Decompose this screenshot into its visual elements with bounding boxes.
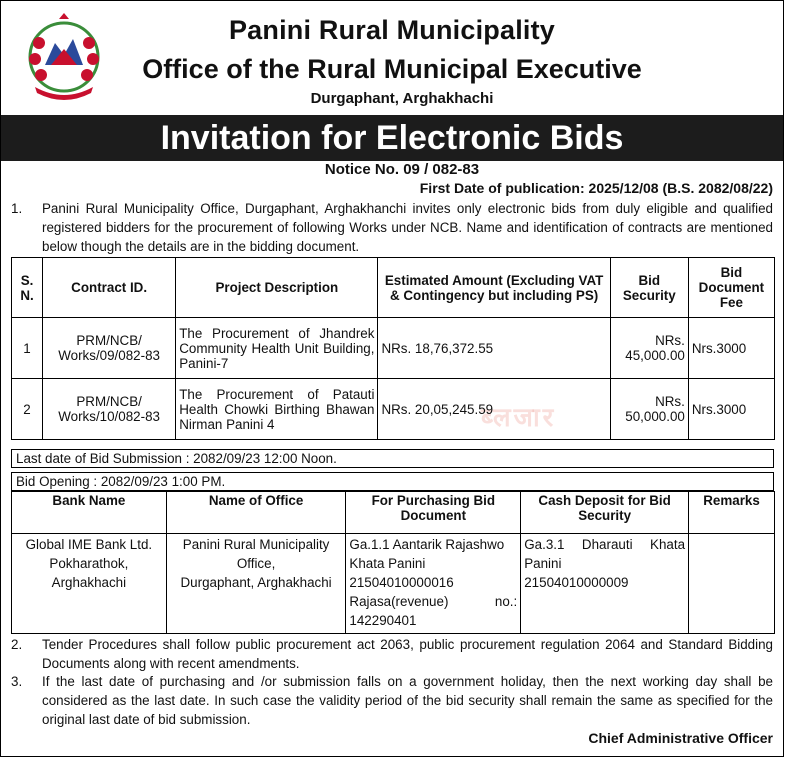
notice-number: Notice No. 09 / 082-83 [324,161,480,178]
cell-amount: NRs. 18,76,372.55 [378,318,610,379]
paragraph-number: 3. [11,674,23,689]
first-publication-date: First Date of publication: 2025/12/08 (B.S. 2082/08/22) [419,180,773,196]
col-header-security: Bid Security [610,258,688,318]
paragraph-1 [11,199,773,256]
cell-sn: 2 [12,379,43,440]
notice-title-band: Invitation for Electronic Bids [1,115,783,161]
office-line: Durgaphant, Arghakhachi [180,575,332,590]
signature-title: Chief Administrative Officer [588,730,773,746]
paragraph-text: Tender Procedures shall follow public procurement act 2063, public procurement regulation 2064 and Standard Bidding Documents along with recent amendments. [42,637,773,671]
table-header-row [12,258,775,318]
table-row [12,318,775,379]
col-header-remarks: Remarks [689,492,775,534]
cell-fee: Nrs.3000 [688,379,774,440]
bank-district: Arghakhachi [51,575,127,590]
purchasing-line: Ga.1.1 Aantarik Rajashwo [349,537,505,552]
col-header-sn: S. N. [12,258,43,318]
deposit-line: 21504010000009 [524,575,629,590]
cell-contract-id: PRM/NCB/ Works/09/082-83 [43,318,176,379]
cell-fee: Nrs.3000 [688,318,774,379]
cell-remarks [689,534,775,634]
col-header-office: Name of Office [166,492,346,534]
paragraph-text: If the last date of purchasing and /or submission falls on a government holiday, then the next working day shall be considered as the last date. In such case the validity period of the bid security shall remain the same as specified for the original last date of bid submission. [42,674,773,727]
col-header-deposit: Cash Deposit for Bid Security [521,492,689,534]
cell-purchasing [346,534,521,634]
bank-header-row [12,492,775,534]
paragraph-2 [11,635,773,673]
last-date-bid-submission: Last date of Bid Submission : 2082/09/23 12:00 Noon. [11,449,774,468]
paragraph-3 [11,672,773,729]
col-header-amount: Estimated Amount (Excluding VAT & Contingency but including PS) [378,258,610,318]
table-row [12,379,775,440]
cell-description: The Procurement of Jhandrek Community Health Unit Building, Panini-7 [176,318,378,379]
cell-security: NRs. 45,000.00 [610,318,688,379]
paragraph-number: 2. [11,637,23,652]
bid-opening: Bid Opening : 2082/09/23 1:00 PM. [11,472,774,491]
deposit-line: Ga.3.1 Dharauti Khata [524,537,686,552]
col-header-bank: Bank Name [12,492,167,534]
contracts-table [11,257,775,440]
purchasing-line: 21504010000016 [349,575,454,590]
col-header-description: Project Description [176,258,378,318]
cell-description: The Procurement of Patauti Health Chowki Birthing Bhawan Nirman Panini 4 [176,379,378,440]
bank-branch: Pokharathok, [49,556,129,571]
purchasing-line [349,592,517,611]
watermark: ब्लजार [481,402,557,432]
cell-amount: NRs. 20,05,245.59 [378,379,610,440]
cell-contract-id: PRM/NCB/ Works/10/082-83 [43,379,176,440]
cell-deposit [521,534,689,634]
bank-name: Global IME Bank Ltd. [25,537,153,552]
office-name: Office of the Rural Municipal Executive [142,54,642,84]
purchasing-line: Khata Panini [349,556,426,571]
bank-table [11,491,775,634]
office-line: Panini Rural Municipality [182,537,330,552]
col-header-contract-id: Contract ID. [43,258,176,318]
office-address: Durgaphant, Arghakhachi [310,90,494,107]
col-header-purchasing: For Purchasing Bid Document [346,492,521,534]
purchasing-line: 142290401 [349,613,417,628]
paragraph-number: 1. [11,201,23,216]
cell-sn: 1 [12,318,43,379]
col-header-fee: Bid Document Fee [688,258,774,318]
deposit-line: Panini [524,556,562,571]
municipality-name: Panini Rural Municipality [228,15,556,45]
revenue-label: Rajasa(revenue) [349,594,449,609]
bank-row [12,534,775,634]
cell-security: NRs. 50,000.00 [610,379,688,440]
revenue-no-label: no.: [494,594,518,609]
cell-office [166,534,346,634]
office-line: Office, [236,556,276,571]
cell-bank [12,534,167,634]
paragraph-text: Panini Rural Municipality Office, Durgaphant, Arghakhanchi invites only electronic bids from duly eligible and qualified registered bidders for the procurement of following Works under NCB. Name and identification of contracts are mentioned below though the details are in the bidding document. [42,201,773,254]
